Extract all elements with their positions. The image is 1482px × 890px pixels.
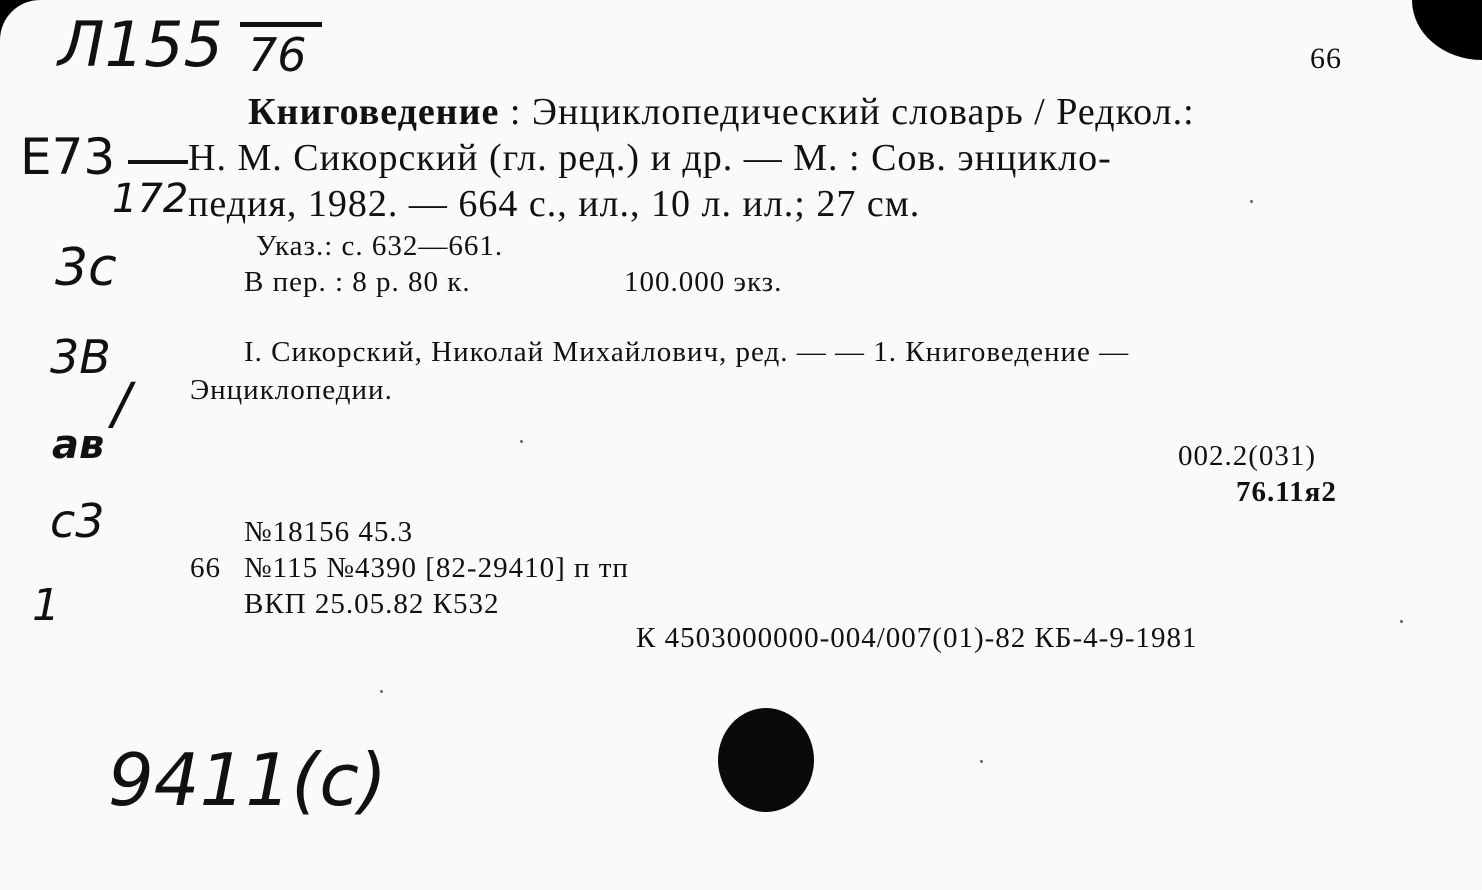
order-line-2-prefix: 66 (190, 552, 221, 584)
dust-speck (980, 760, 983, 763)
handwritten-mark-3c: 3с (55, 238, 117, 298)
ink-blot (718, 708, 814, 812)
title-rest: : Энциклопедический словарь / Редкол.: (499, 91, 1195, 133)
title-line-2: Н. М. Сикорский (гл. ред.) и др. — М. : Сов. энцикло- (188, 137, 1112, 179)
title-heading: Книговедение (248, 91, 500, 133)
dust-speck (1400, 620, 1403, 623)
price-line: В пер. : 8 р. 80 к. (244, 266, 471, 298)
handwritten-mark-ab: ав (52, 422, 105, 468)
order-line-2: №115 №4390 [82-29410] п тп (244, 552, 629, 584)
index-note: Указ.: с. 632—661. (256, 230, 504, 262)
order-line: №18156 45.3 (244, 516, 414, 548)
code-line: К 4503000000-004/007(01)-82 КБ-4-9-1981 (636, 622, 1198, 654)
subject-line-2: Энциклопедии. (190, 374, 393, 406)
handwritten-fraction-bar (240, 22, 322, 27)
handwritten-mark-c3: с3 (50, 494, 105, 548)
handwritten-mark-3b: 3В (50, 330, 111, 384)
handwritten-shelf-dash (128, 160, 188, 164)
subject-line-1: I. Сикорский, Николай Михайлович, ред. — — 1. Книговедение — (244, 336, 1130, 368)
title-line-3: педия, 1982. — 664 с., ил., 10 л. ил.; 27 см. (188, 183, 921, 225)
handwritten-mark-slash: / (112, 372, 131, 437)
print-run: 100.000 экз. (624, 266, 783, 298)
dust-speck (380, 690, 383, 693)
handwritten-fraction-number: 76 (248, 28, 307, 82)
udc-code: 002.2(031) (1178, 440, 1317, 472)
vkp-line: ВКП 25.05.82 К532 (244, 588, 500, 620)
handwritten-shelf-sub: 172 (112, 176, 189, 222)
handwritten-inventory-number: 9411(с) (108, 738, 387, 822)
card-corner-cut (1412, 0, 1482, 60)
page-number: 66 (1310, 42, 1342, 75)
bbk-code: 76.11я2 (1236, 476, 1337, 508)
handwritten-call-number: Л155 (58, 8, 223, 81)
handwritten-mark-1: 1 (32, 580, 60, 631)
dust-speck (1250, 200, 1253, 203)
dust-speck (520, 440, 523, 443)
title-line-1 (248, 90, 1195, 134)
handwritten-shelf-mark: Е73 (20, 128, 116, 186)
